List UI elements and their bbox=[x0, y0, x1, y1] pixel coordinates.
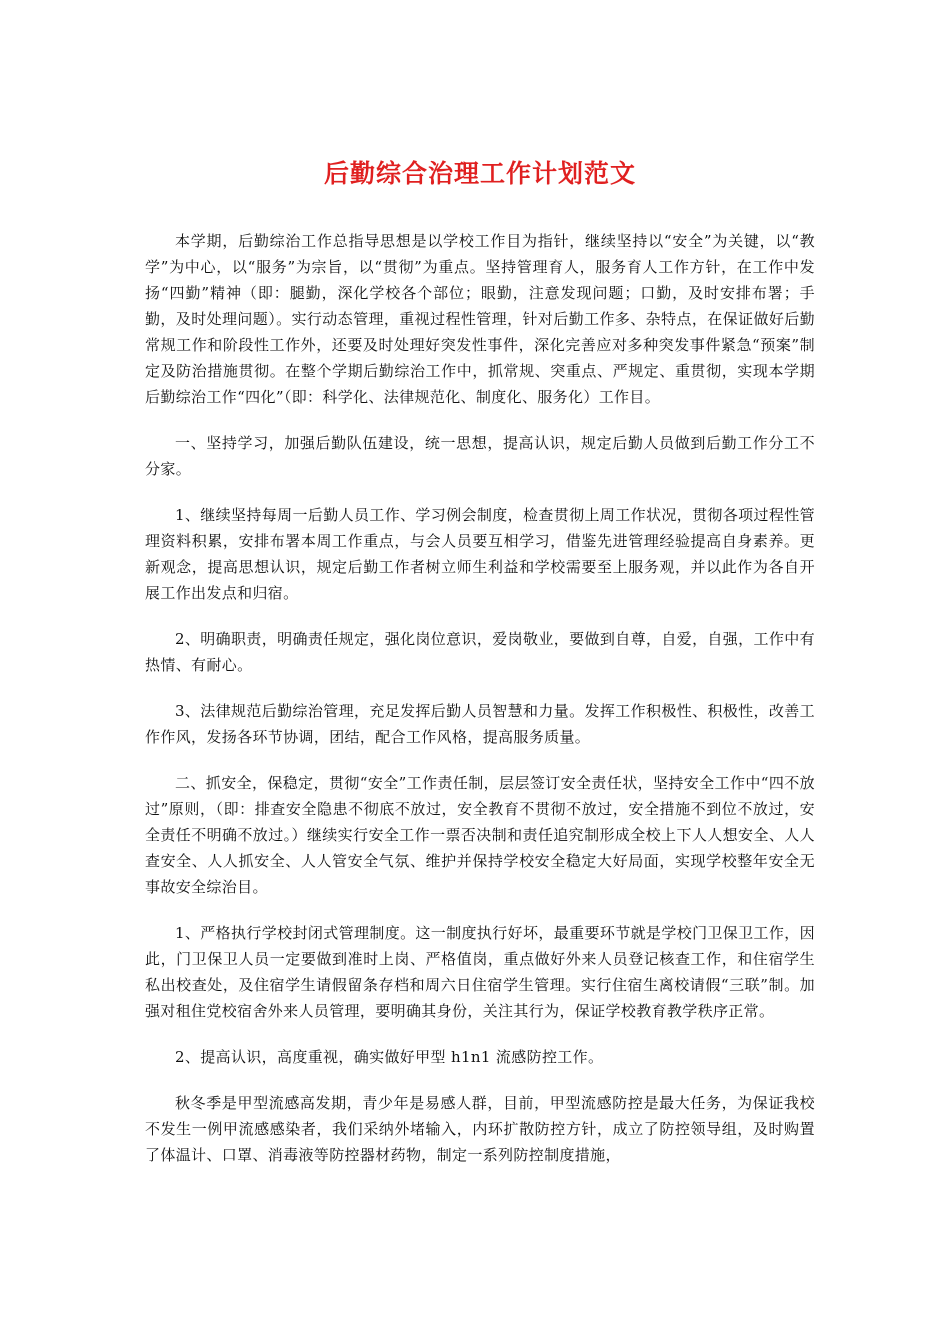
document-page bbox=[145, 150, 815, 1188]
paragraph-item-2-2: 2、提高认识，高度重视，确实做好甲型 h1n1 流感防控工作。 bbox=[175, 1048, 604, 1066]
paragraph-section-1: 一、坚持学习，加强后勤队伍建设，统一思想，提高认识，规定后勤人员做到后勤工作分工不分家。 bbox=[145, 434, 815, 478]
paragraph-intro: 本学期，后勤综治工作总指导思想是以学校工作目为指针，继续坚持以“安全”为关键，以“教学”为中心，以“服务”为宗旨，以“贯彻”为重点。坚持管理育人，服务育人工作方针，在工作中发扬“四勤”精神（即：腿勤，深化学校各个部位；眼勤，注意发现问题；口勤，及时安排布署；手勤，及时处理问题）。实行动态管理，重视过程性管理，针对后勤工作多、杂特点，在保证做好后勤常规工作和阶段性工作外，还要及时处理好突发性事件，深化完善应对多种突发事件紧急“预案”制定及防治措施贯彻。在整个学期后勤综治工作中，抓常规、突重点、严规定、重贯彻，实现本学期后勤综治工作“四化”（即：科学化、法律规范化、制度化、服务化）工作目。 bbox=[145, 232, 815, 406]
document-title: 后勤综合治理工作计划范文 bbox=[323, 159, 636, 188]
paragraph-item-2-1: 1、严格执行学校封闭式管理制度。这一制度执行好坏，最重要环节就是学校门卫保卫工作，因此，门卫保卫人员一定要做到准时上岗、严格值岗，重点做好外来人员登记核查工作，和住宿学生私出校查处，及住宿学生请假留条存档和周六日住宿学生管理。实行住宿生离校请假“三联”制。加强对租住党校宿舍外来人员管理，要明确其身份，关注其行为，保证学校教育教学秩序正常。 bbox=[145, 924, 815, 1020]
paragraph-item-1-1: 1、继续坚持每周一后勤人员工作、学习例会制度，检查贯彻上周工作状况，贯彻各项过程性管理资料积累，安排布署本周工作重点，与会人员要互相学习，借鉴先进管理经验提高自身素养。更新观念，提高思想认识，规定后勤工作者树立师生利益和学校需要至上服务观，并以此作为各自开展工作出发点和归宿。 bbox=[145, 506, 815, 602]
paragraph-section-2: 二、抓安全，保稳定，贯彻“安全”工作责任制，层层签订安全责任状，坚持安全工作中“四不放过”原则，（即：排查安全隐患不彻底不放过，安全教育不贯彻不放过，安全措施不到位不放过，安全责任不明确不放过。）继续实行安全工作一票否决制和责任追究制形成全校上下人人想安全、人人查安全、人人抓安全、人人管安全气氛、维护并保持学校安全稳定大好局面，实现学校整年安全无事故安全综治目。 bbox=[145, 774, 815, 896]
paragraph-item-1-3: 3、法律规范后勤综治管理，充足发挥后勤人员智慧和力量。发挥工作积极性、积极性，改善工作作风，发扬各环节协调，团结，配合工作风格，提高服务质量。 bbox=[145, 702, 815, 746]
paragraph-flu-prevention: 秋冬季是甲型流感高发期，青少年是易感人群，目前，甲型流感防控是最大任务，为保证我校不发生一例甲流感感染者，我们采纳外堵输入，内环扩散防控方针，成立了防控领导组，及时购置了体温计、口罩、消毒液等防控器材药物，制定一系列防控制度措施， bbox=[145, 1094, 815, 1164]
paragraph-item-1-2: 2、明确职责，明确责任规定，强化岗位意识，爱岗敬业，要做到自尊，自爱，自强，工作中有热情、有耐心。 bbox=[145, 630, 815, 674]
